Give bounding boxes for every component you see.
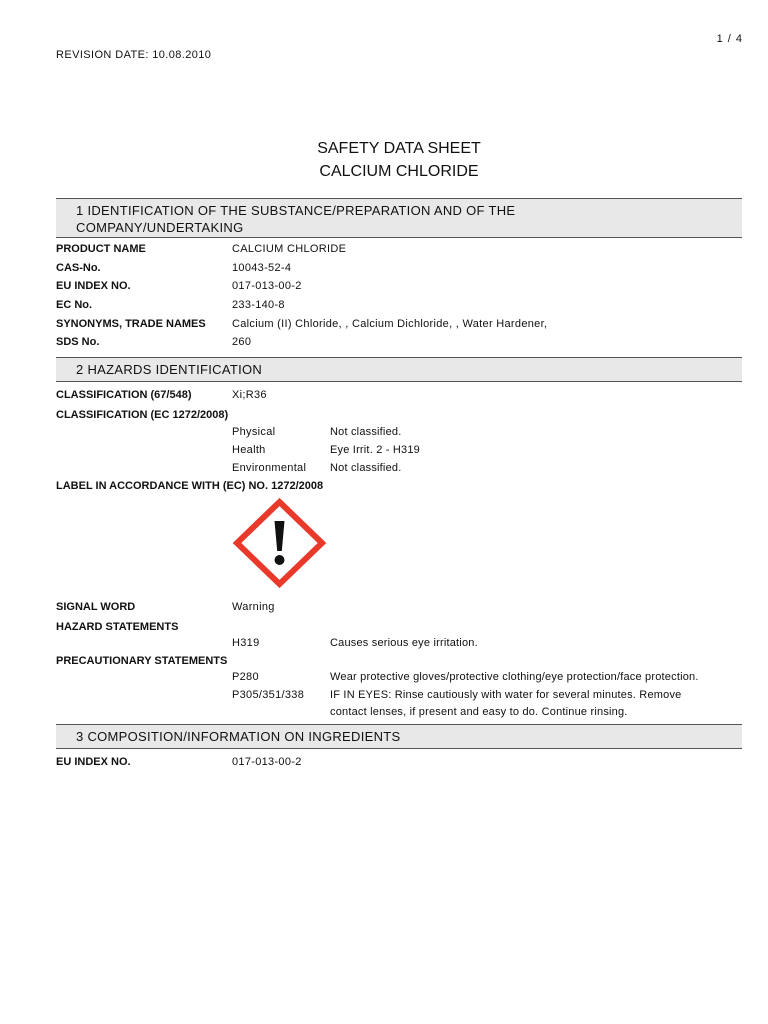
signal-word-value: Warning [232,601,275,613]
section-2-header [56,357,742,382]
eu-index-label: EU INDEX NO. [56,280,131,292]
product-name-value: CALCIUM CHLORIDE [232,243,347,255]
composition-eu-index-label: EU INDEX NO. [56,756,131,768]
classification-67548-label: CLASSIFICATION (67/548) [56,389,192,401]
precaution-code-1: P280 [232,671,259,683]
section-1-heading-line2: COMPANY/UNDERTAKING [76,220,244,235]
precautionary-label: PRECAUTIONARY STATEMENTS [56,655,228,667]
hazard-statements-label: HAZARD STATEMENTS [56,621,179,633]
class-environmental-name: Environmental [232,462,307,474]
ec-no-value: 233-140-8 [232,299,285,311]
precaution-code-2: P305/351/338 [232,689,305,701]
precaution-text-2-line2: contact lenses, if present and easy to do. Continue rinsing. [330,706,628,718]
product-name-label: PRODUCT NAME [56,243,146,255]
hazard-code: H319 [232,637,260,649]
section-3-header [56,724,742,749]
ec-no-label: EC No. [56,299,93,311]
section-1-header [56,198,742,238]
hazard-text: Causes serious eye irritation. [330,637,478,649]
classification-67548-value: Xi;R36 [232,389,267,401]
signal-word-label: SIGNAL WORD [56,601,136,613]
class-environmental-value: Not classified. [330,462,402,474]
classification-ec-label: CLASSIFICATION (EC 1272/2008) [56,409,229,421]
precaution-text-1: Wear protective gloves/protective clothing/eye protection/face protection. [330,671,699,683]
cas-no-label: CAS-No. [56,262,101,274]
class-physical-name: Physical [232,426,276,438]
class-health-name: Health [232,444,266,456]
document-title: SAFETY DATA SHEET [317,140,481,157]
label-heading: LABEL IN ACCORDANCE WITH (EC) NO. 1272/2008 [56,480,324,492]
synonyms-label: SYNONYMS, TRADE NAMES [56,318,206,330]
cas-no-value: 10043-52-4 [232,262,292,274]
page-number: 1 / 4 [716,33,743,45]
section-3-heading: 3 COMPOSITION/INFORMATION ON INGREDIENTS [76,729,401,744]
class-physical-value: Not classified. [330,426,402,438]
class-health-value: Eye Irrit. 2 - H319 [330,444,420,456]
document-subtitle: CALCIUM CHLORIDE [319,163,479,180]
revision-date: REVISION DATE: 10.08.2010 [56,49,212,61]
section-2-heading: 2 HAZARDS IDENTIFICATION [76,362,263,377]
sds-no-value: 260 [232,336,252,348]
section-1-heading-line1: 1 IDENTIFICATION OF THE SUBSTANCE/PREPARATION AND OF THE [76,203,516,218]
sds-no-label: SDS No. [56,336,100,348]
eu-index-value: 017-013-00-2 [232,280,302,292]
precaution-text-2-line1: IF IN EYES: Rinse cautiously with water for several minutes. Remove [330,689,682,701]
synonyms-value: Calcium (II) Chloride, , Calcium Dichloride, , Water Hardener, [232,318,548,330]
composition-eu-index-value: 017-013-00-2 [232,756,302,768]
ghs-exclamation-icon [232,497,327,589]
